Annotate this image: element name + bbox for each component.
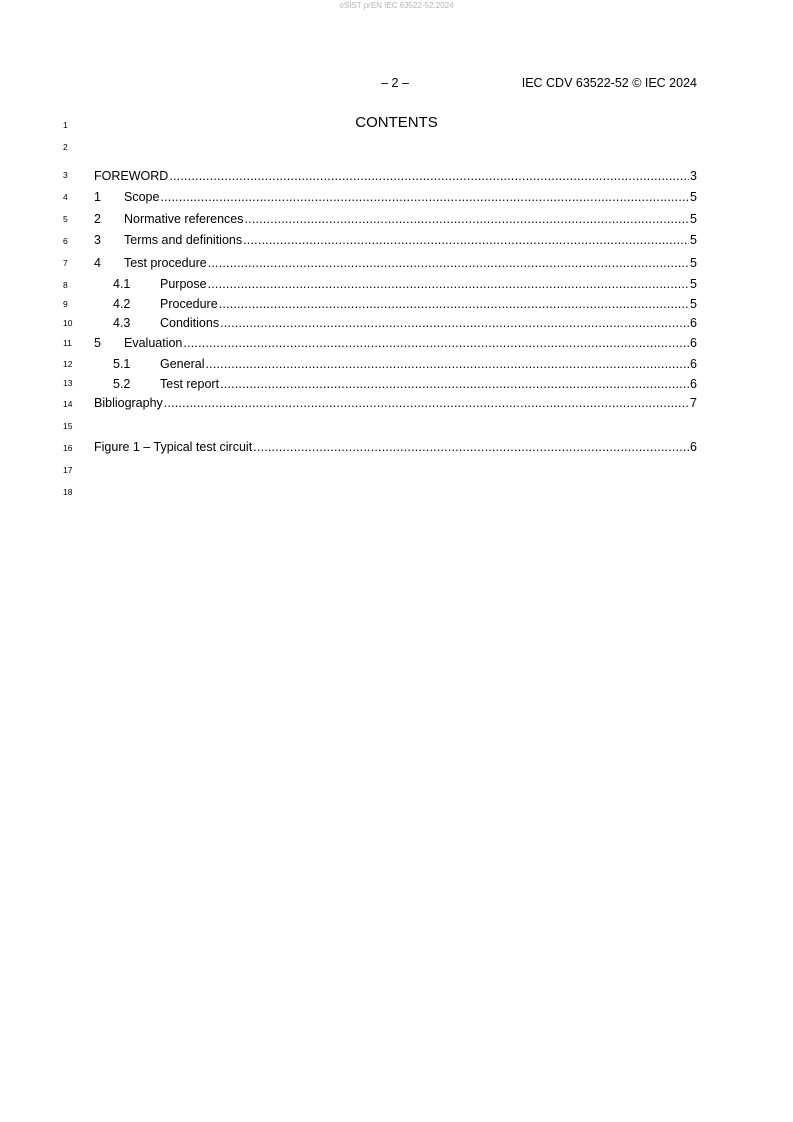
- toc-entry-label: Procedure: [160, 297, 218, 311]
- toc-entry-label: Scope: [124, 190, 160, 204]
- document-id: IEC CDV 63522-52 © IEC 2024: [521, 76, 697, 90]
- line-number: 13: [63, 378, 73, 388]
- line-number: 18: [63, 487, 73, 497]
- toc-entry-label: Purpose: [160, 277, 207, 291]
- line-number: 10: [63, 318, 73, 328]
- toc-leader-dots: [208, 276, 689, 292]
- toc-entry-evaluation[interactable]: [94, 335, 697, 351]
- line-number: 16: [63, 443, 73, 453]
- line-number: 15: [63, 421, 73, 431]
- toc-entry-number: 4.3: [113, 316, 131, 330]
- figure-entry-page: 6: [690, 440, 697, 454]
- toc-leader-dots: [205, 356, 689, 372]
- toc-entry-normative-references[interactable]: [94, 211, 697, 227]
- line-number: 11: [63, 338, 72, 348]
- toc-entry-label: Evaluation: [124, 336, 183, 350]
- line-number: 7: [63, 258, 68, 268]
- toc-leader-dots: [253, 439, 689, 455]
- toc-entry-page: 6: [690, 377, 697, 391]
- toc-entry-label: Normative references: [124, 212, 244, 226]
- toc-leader-dots: [219, 296, 689, 312]
- line-number: 14: [63, 399, 73, 409]
- toc-leader-dots: [245, 211, 690, 227]
- line-number: 2: [63, 142, 68, 152]
- toc-entry-bibliography[interactable]: [94, 395, 697, 411]
- toc-entry-number: 5: [94, 336, 101, 350]
- toc-entry-label: Test procedure: [124, 256, 207, 270]
- toc-entry-page: 6: [690, 336, 697, 350]
- figure-entry-label: Figure 1 – Typical test circuit: [94, 440, 253, 454]
- toc-entry-label: Conditions: [160, 316, 220, 330]
- toc-entry-label: Test report: [160, 377, 220, 391]
- toc-leader-dots: [183, 335, 689, 351]
- toc-entry-terms-and-definitions[interactable]: [94, 232, 697, 248]
- toc-leader-dots: [169, 168, 689, 184]
- toc-entry-page: 6: [690, 316, 697, 330]
- figure-entry-typical-test-circuit[interactable]: [94, 439, 697, 455]
- toc-leader-dots: [160, 189, 689, 205]
- line-number: 1: [63, 120, 68, 130]
- line-number: 17: [63, 465, 73, 475]
- line-number: 12: [63, 359, 73, 369]
- toc-leader-dots: [208, 255, 689, 271]
- toc-entry-number: 5.2: [113, 377, 131, 391]
- toc-entry-scope[interactable]: [94, 189, 697, 205]
- toc-entry-foreword[interactable]: [94, 168, 697, 184]
- toc-entry-page: 7: [690, 396, 697, 410]
- line-numbers: [0, 0, 73, 1122]
- toc-leader-dots: [243, 232, 689, 248]
- toc-entry-number: 3: [94, 233, 101, 247]
- toc-leader-dots: [220, 315, 689, 331]
- watermark: oSIST prEN IEC 63522-52:2024: [339, 1, 454, 10]
- toc-entry-number: 4.1: [113, 277, 131, 291]
- toc-entry-label: FOREWORD: [94, 169, 169, 183]
- line-number: 8: [63, 280, 68, 290]
- toc-entry-procedure[interactable]: [94, 296, 697, 312]
- toc-entry-number: 5.1: [113, 357, 131, 371]
- toc-entry-page: 5: [690, 190, 697, 204]
- toc-entry-page: 3: [690, 169, 697, 183]
- toc-entry-number: 4.2: [113, 297, 131, 311]
- toc-entry-number: 2: [94, 212, 101, 226]
- line-number: 4: [63, 192, 68, 202]
- toc-entry-page: 5: [690, 256, 697, 270]
- page-header: [0, 76, 793, 92]
- toc-entry-label: General: [160, 357, 205, 371]
- toc-entry-page: 5: [690, 233, 697, 247]
- toc-entry-page: 5: [690, 297, 697, 311]
- toc-entry-page: 5: [690, 277, 697, 291]
- line-number: 5: [63, 214, 68, 224]
- toc-entry-page: 6: [690, 357, 697, 371]
- toc-entry-number: 1: [94, 190, 101, 204]
- line-number: 6: [63, 236, 68, 246]
- contents-title: CONTENTS: [355, 114, 438, 131]
- toc-entry-label: Bibliography: [94, 396, 163, 410]
- toc-entry-label: Terms and definitions: [124, 233, 243, 247]
- line-number: 9: [63, 299, 68, 309]
- toc-leader-dots: [220, 376, 689, 392]
- toc-entry-conditions[interactable]: [94, 315, 697, 331]
- page-number: – 2 –: [381, 76, 409, 90]
- toc-leader-dots: [164, 395, 689, 411]
- line-number: 3: [63, 170, 68, 180]
- toc-entry-test-procedure[interactable]: [94, 255, 697, 271]
- toc-entry-general[interactable]: [94, 356, 697, 372]
- toc-entry-page: 5: [690, 212, 697, 226]
- toc-entry-purpose[interactable]: [94, 276, 697, 292]
- toc-entry-test-report[interactable]: [94, 376, 697, 392]
- toc-entry-number: 4: [94, 256, 101, 270]
